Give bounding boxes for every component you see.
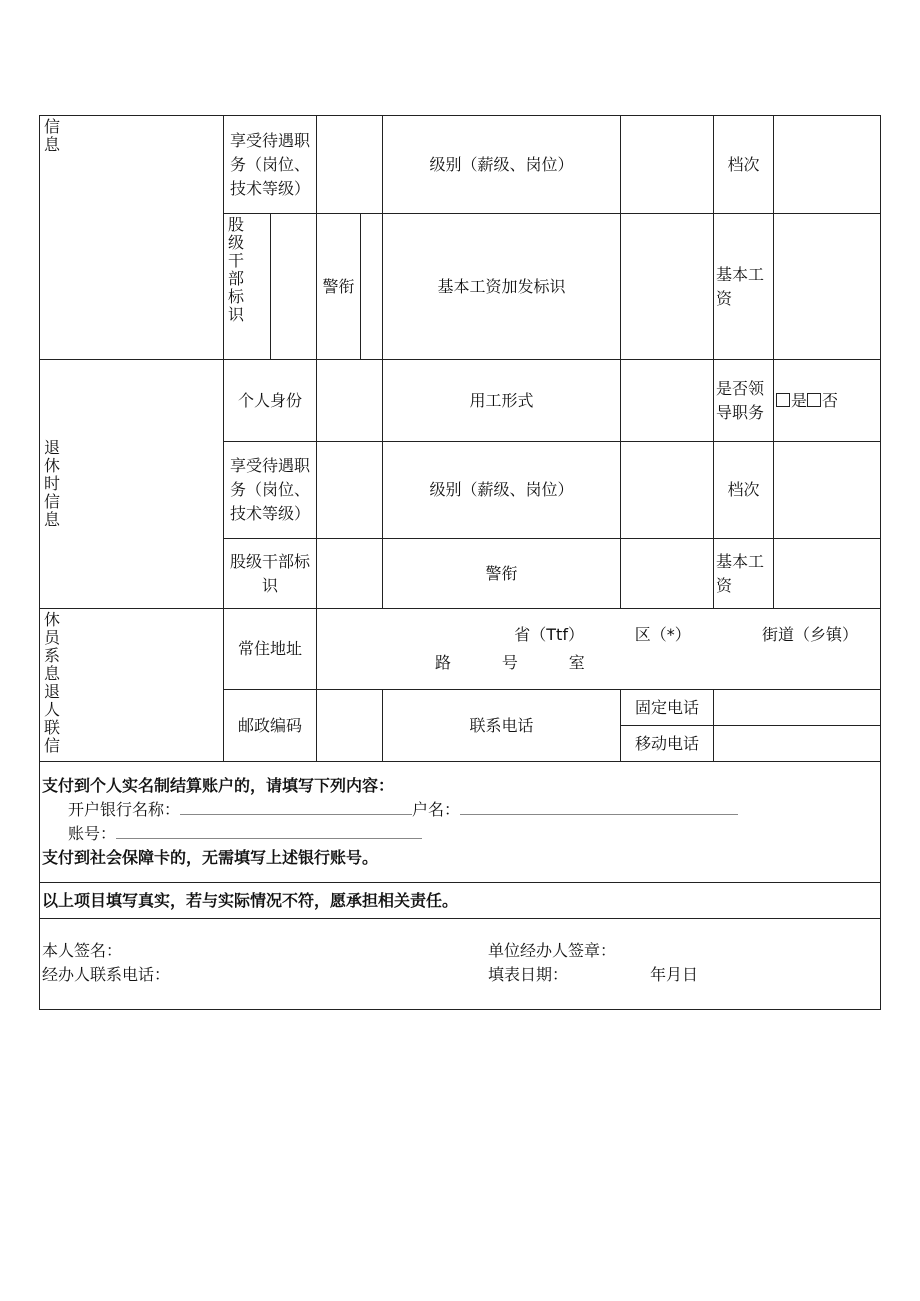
section-label-retire-text: 退休时信息 <box>44 438 61 529</box>
self-sign-label: 本人签名： <box>42 941 123 960</box>
date-units: 年月日 <box>650 965 699 984</box>
section-label-info <box>40 116 224 360</box>
label-retire-section-cadre: 股级干部标识 <box>224 539 317 609</box>
field-retire-section-cadre[interactable] <box>317 539 383 609</box>
field-postal-code[interactable] <box>317 690 383 762</box>
label-leader-position: 是否领导职务 <box>714 360 774 442</box>
label-personal-identity: 个人身份 <box>224 360 317 442</box>
field-address[interactable] <box>317 609 881 690</box>
label-treatment-position: 享受待遇职务（岗位、技术等级） <box>224 116 317 214</box>
row-signatures <box>40 919 881 1010</box>
retirement-info-form <box>39 115 881 1010</box>
choice-yes-label: 是 <box>791 390 808 410</box>
field-retire-grade[interactable] <box>621 442 714 539</box>
account-field[interactable] <box>116 822 422 839</box>
label-retire-base-salary: 基本工资 <box>714 539 774 609</box>
label-retire-police-rank: 警衔 <box>383 539 621 609</box>
payment-heading: 支付到个人实名制结算账户的，请填写下列内容： <box>42 776 395 795</box>
fill-date-label: 填表日期： <box>488 965 569 984</box>
address-line-2: 路 号 室 <box>435 653 585 672</box>
label-retire-grade: 级别（薪级、岗位） <box>383 442 621 539</box>
field-base-salary-extra[interactable] <box>621 214 714 360</box>
declaration-text: 以上项目填写真实，若与实际情况不符，愿承担相关责任。 <box>40 883 881 919</box>
field-section-cadre[interactable] <box>271 214 317 360</box>
label-mobile: 移动电话 <box>621 726 714 762</box>
field-police-rank[interactable] <box>361 214 383 360</box>
label-address: 常住地址 <box>224 609 317 690</box>
row-personal-identity <box>40 360 881 442</box>
leader-position-choice <box>774 360 881 442</box>
holder-field[interactable] <box>460 798 738 815</box>
field-base-salary[interactable] <box>774 214 881 360</box>
unit-sign-label: 单位经办人签章： <box>488 941 617 960</box>
checkbox-no[interactable] <box>807 393 821 407</box>
label-police-rank: 警衔 <box>317 214 361 360</box>
label-grade: 级别（薪级、岗位） <box>383 116 621 214</box>
label-retire-level: 档次 <box>714 442 774 539</box>
field-retire-treatment-position[interactable] <box>317 442 383 539</box>
label-section-cadre-text: 股级干部标识 <box>228 215 245 324</box>
handler-phone-label: 经办人联系电话： <box>42 965 171 984</box>
payment-section <box>40 762 881 883</box>
label-retire-treatment-position: 享受待遇职务（岗位、技术等级） <box>224 442 317 539</box>
field-mobile[interactable] <box>714 726 881 762</box>
fill-date-group <box>488 963 698 987</box>
label-base-salary-extra: 基本工资加发标识 <box>383 214 621 360</box>
field-level[interactable] <box>774 116 881 214</box>
label-landline: 固定电话 <box>621 690 714 726</box>
holder-label: 户名： <box>412 800 461 819</box>
choice-no-label: 否 <box>822 390 839 410</box>
field-landline[interactable] <box>714 690 881 726</box>
label-contact-phone: 联系电话 <box>383 690 621 762</box>
label-employment-form: 用工形式 <box>383 360 621 442</box>
field-treatment-position[interactable] <box>317 116 383 214</box>
section-label-contact-info <box>40 609 224 762</box>
row-payment <box>40 762 881 883</box>
bank-holder-line <box>42 798 876 822</box>
row-treatment-position <box>40 116 881 214</box>
field-retire-base-salary[interactable] <box>774 539 881 609</box>
field-personal-identity[interactable] <box>317 360 383 442</box>
bank-name-field[interactable] <box>180 798 412 815</box>
section-label-retire-info <box>40 360 224 609</box>
account-line <box>42 822 876 846</box>
label-base-salary: 基本工资 <box>714 214 774 360</box>
field-retire-level[interactable] <box>774 442 881 539</box>
field-grade[interactable] <box>621 116 714 214</box>
field-retire-police-rank[interactable] <box>621 539 714 609</box>
bank-name-label: 开户银行名称： <box>68 800 181 819</box>
address-line-1: 省（Ttf） 区（*） 街道（乡镇） <box>514 625 859 644</box>
signature-section <box>40 919 881 1010</box>
section-label-contact-text: 休员系息退人联信 <box>44 610 61 755</box>
label-postal-code: 邮政编码 <box>224 690 317 762</box>
row-address <box>40 609 881 690</box>
payment-note: 支付到社会保障卡的，无需填写上述银行账号。 <box>42 848 379 867</box>
label-level: 档次 <box>714 116 774 214</box>
account-label: 账号： <box>68 824 117 843</box>
label-section-cadre <box>224 214 271 360</box>
row-declaration <box>40 883 881 919</box>
field-employment-form[interactable] <box>621 360 714 442</box>
section-label-text: 信息 <box>44 117 61 154</box>
checkbox-yes[interactable] <box>776 393 790 407</box>
